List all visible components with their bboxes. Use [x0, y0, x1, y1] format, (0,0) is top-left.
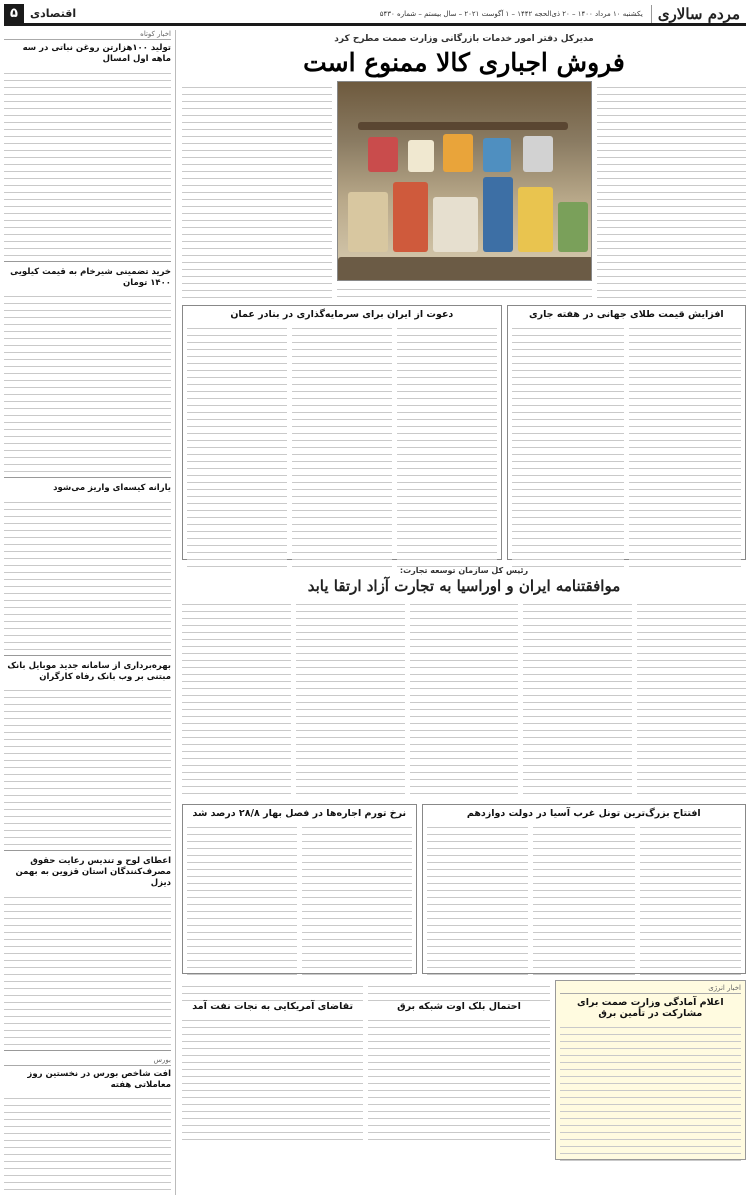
- lead-story: [182, 81, 746, 299]
- ministry-title: اعلام آمادگی وزارت صمت برای مشارکت در تأمین برق: [577, 997, 724, 1019]
- tunnel-box-title: افتتاح بزرگ‌ترین تونل غرب آسیا در دولت دوازدهم: [466, 808, 701, 819]
- lead-headline: فروش اجباری کالا ممنوع است: [303, 48, 625, 77]
- article-text: [4, 685, 171, 846]
- article-text: [182, 980, 363, 1001]
- article-text: [4, 1093, 171, 1196]
- article-text: [560, 1021, 741, 1161]
- page-number: ۵: [4, 4, 24, 24]
- lead-text-col-1: [597, 81, 747, 299]
- article-text: [302, 821, 412, 975]
- power-title: احتمال بلک اوت شبکه برق: [397, 1001, 521, 1012]
- article-text: [182, 81, 332, 298]
- side-item-title: بهره‌برداری از سامانه جدید موبایل بانک مبتنی بر وب بانک رفاه کارگران: [7, 660, 171, 682]
- article-text: [182, 1014, 363, 1140]
- article-text: [368, 1014, 549, 1140]
- side-label-bourse: بورس: [4, 1056, 171, 1066]
- side-item-title: تولید ۱۰۰هزارتن روغن نباتی در سه ماهه اول امسال: [22, 43, 171, 64]
- article-text: [296, 598, 405, 798]
- lead-text-col-2: [182, 81, 332, 299]
- masthead: [4, 4, 746, 26]
- article-text: [597, 81, 747, 298]
- rent-box-title: نرخ تورم اجاره‌ها در فصل بهار ۲۸/۸ درصد شد: [192, 808, 407, 819]
- bourse-title: افت شاخص بورس در نخستین روز معاملاتی هفته: [27, 1068, 171, 1090]
- ministry-box: [555, 980, 746, 1160]
- article-text: [4, 496, 171, 650]
- article-text: [397, 322, 497, 567]
- article-text: [4, 891, 171, 1045]
- boxes-row-1: [182, 305, 746, 560]
- side-item-title: اعطای لوح و تندیس رعایت حقوق مصرف‌کنندگان استان قزوین به بهمن دیزل: [15, 856, 171, 888]
- section-title: اقتصادی: [30, 7, 77, 20]
- side-column: [4, 30, 176, 1195]
- article-text: [4, 291, 171, 473]
- main-content: [182, 30, 746, 1195]
- article-text: [427, 821, 528, 975]
- energy-label: اخبار انرژی: [560, 984, 741, 994]
- power-story: [368, 980, 549, 1160]
- market-shelves-photo: [337, 81, 592, 281]
- article-text: [368, 980, 549, 1001]
- energy-section: [182, 980, 746, 1160]
- date-line: یکشنبه ۱۰ مرداد ۱۴۰۰ – ۲۰ ذی‌الحجه ۱۴۴۲ – ۱ آگوست ۲۰۲۱ – سال بیستم – شماره ۵۴۳۰: [379, 9, 643, 18]
- article-text: [512, 322, 624, 567]
- article-text: [629, 322, 741, 567]
- eu-headline: موافقتنامه ایران و اوراسیا به تجارت آزاد ارتقا یابد: [307, 577, 621, 595]
- oil-title: تقاضای آمریکایی به نجات نفت آمد: [192, 1001, 354, 1012]
- rent-inflation-box: [182, 804, 417, 974]
- boxes-row-2: [182, 804, 746, 974]
- photo-caption: [337, 283, 592, 297]
- article-text: [523, 598, 632, 798]
- oil-story: [182, 980, 363, 1160]
- article-text: [187, 821, 297, 975]
- article-text: [187, 322, 287, 567]
- article-text: [533, 821, 634, 975]
- article-text: [640, 821, 741, 975]
- lead-kicker: مدیرکل دفتر امور خدمات بازرگانی وزارت صمت مطرح کرد: [334, 34, 594, 44]
- article-text: [4, 67, 171, 256]
- oman-box-title: دعوت از ایران برای سرمایه‌گذاری در بنادر عمان: [230, 309, 454, 320]
- article-text: [182, 598, 291, 798]
- lead-photo-block: [337, 81, 592, 299]
- tunnel-box: [422, 804, 746, 974]
- side-label-news: اخبار کوتاه: [4, 30, 171, 40]
- article-text: [410, 598, 519, 798]
- gold-box-title: افزایش قیمت طلای جهانی در هفته جاری: [528, 309, 724, 320]
- side-item-title: یارانه کیسه‌ای واریز می‌شود: [53, 483, 171, 493]
- article-text: [637, 598, 746, 798]
- eu-kicker: رئیس کل سازمان توسعه تجارت:: [399, 566, 529, 575]
- newspaper-logo: مردم سالاری: [651, 5, 746, 23]
- eu-story: [182, 598, 746, 798]
- oman-ports-box: [182, 305, 502, 560]
- gold-price-box: [507, 305, 746, 560]
- article-text: [292, 322, 392, 567]
- side-item-title: خرید تضمینی شیرخام به قیمت کیلویی ۱۴۰۰ تومان: [10, 266, 171, 288]
